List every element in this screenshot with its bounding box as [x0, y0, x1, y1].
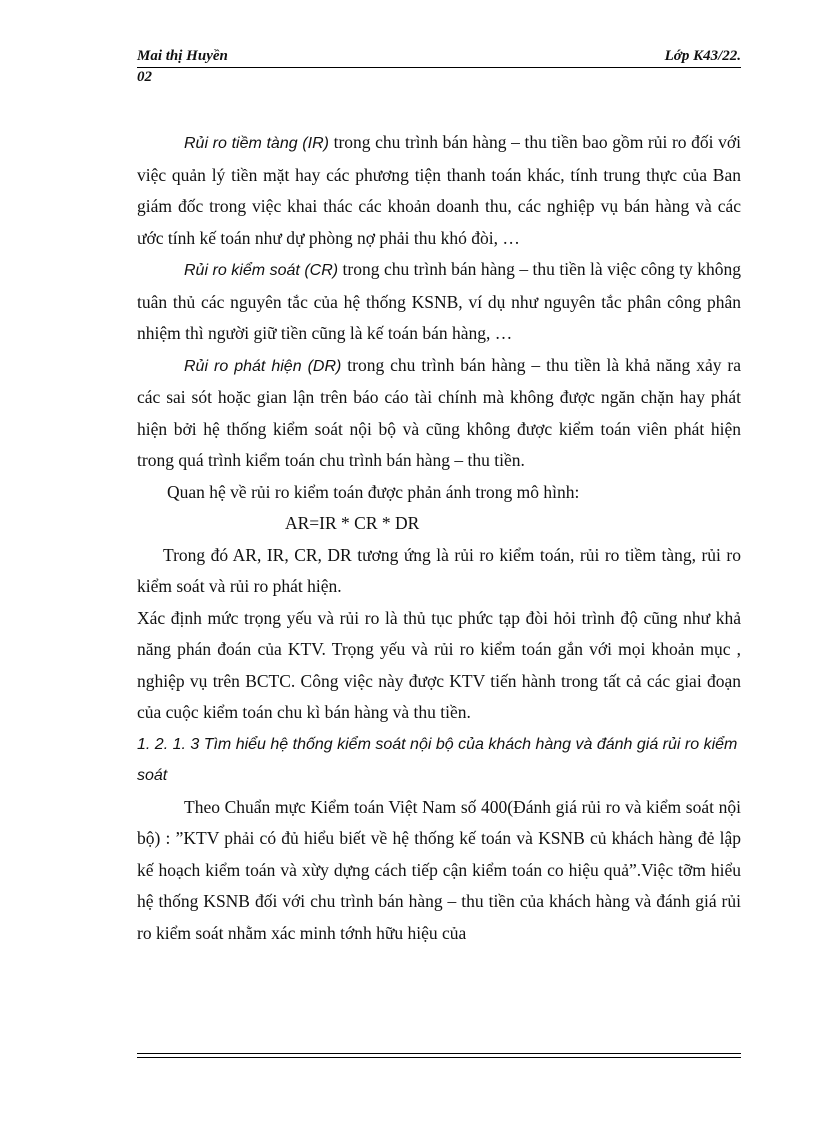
- paragraph-standard: Theo Chuẩn mực Kiểm toán Việt Nam số 400(Đánh giá rủi ro và kiểm soát nội bộ) : ”KTV phải có đủ hiểu biết về hệ thống kế toán và KSNB củ khách hàng đẻ lập kế hoạch kiểm toán và xừy dựng cách tiếp cận kiểm toán co hiệu quả”.Việc tỡm hiểu hệ thống KSNB đối với chu trình bán hàng – thu tiền của khách hàng và đánh giá rủi ro kiểm soát nhằm xác minh tớnh hữu hiệu của: [137, 796, 741, 943]
- page-header: [137, 48, 741, 65]
- footer-rule-bottom: [137, 1057, 741, 1058]
- class-label: Lớp K43/22.: [664, 48, 741, 64]
- risk-formula: AR=IR * CR * DR: [285, 513, 420, 533]
- term-ir: Rủi ro tiềm tàng (IR): [184, 135, 329, 152]
- section-heading: 1. 2. 1. 3 Tìm hiểu hệ thống kiểm soát nội bộ của khách hàng và đánh giá rủi ro kiểm soát: [137, 735, 738, 784]
- paragraph-materiality: Xác định mức trọng yếu và rủi ro là thủ tục phức tạp đòi hỏi trình độ cũng như khả năng phán đoán của KTV. Trọng yếu và rủi ro kiểm toán gắn với mọi khoản mục , nghiệp vụ trên BCTC. Công việc này được KTV tiến hành trong tất cả các giai đoạn của cuộc kiểm toán chu kì bán hàng và thu tiền.: [137, 607, 741, 722]
- document-body: [137, 127, 741, 949]
- author-name: Mai thị Huyền: [137, 48, 228, 64]
- paragraph-where: Trong đó AR, IR, CR, DR tương ứng là rủi ro kiểm toán, rủi ro tiềm tàng, rủi ro kiểm soát và rủi ro phát hiện.: [137, 544, 741, 596]
- header-row: [137, 48, 741, 65]
- header-rule: [137, 67, 741, 68]
- paragraph-relation: Quan hệ về rủi ro kiểm toán được phản ánh trong mô hình:: [167, 481, 580, 502]
- text-cr: trong chu trình bán hàng – thu tiền là việc công ty không tuân thủ các nguyên tắc của hệ thống KSNB, ví dụ như nguyên tắc phân công phân nhiệm thì người giữ tiền cũng là kế toán bán hàng, …: [137, 259, 741, 343]
- paragraph-dr: [137, 350, 741, 477]
- term-dr: Rủi ro phát hiện (DR): [184, 357, 342, 375]
- paragraph-cr: [137, 254, 741, 350]
- text-dr: trong chu trình bán hàng – thu tiền là khả năng xảy ra các sai sót hoặc gian lận trên báo cáo tài chính mà không được ngăn chặn hay phát hiện bởi hệ thống kiểm soát nội bộ và cũng không được kiểm toán viên phát hiện trong quá trình kiểm toán chu trình bán hàng – thu tiền.: [137, 354, 741, 470]
- class-suffix: 02: [137, 69, 152, 85]
- footer-rule-top: [137, 1053, 741, 1054]
- text-ir: trong chu trình bán hàng – thu tiền bao gồm rủi ro đối với việc quản lý tiền mặt hay các phương tiện thanh toán khác, tính trung thực của Ban giám đốc trong việc khai thác các khoản doanh thu, các nghiệp vụ bán hàng và các ước tính kế toán như dự phòng nợ phải thu khó đòi, …: [137, 132, 741, 248]
- term-cr: Rủi ro kiểm soát (CR): [184, 262, 339, 279]
- paragraph-ir: [137, 127, 741, 254]
